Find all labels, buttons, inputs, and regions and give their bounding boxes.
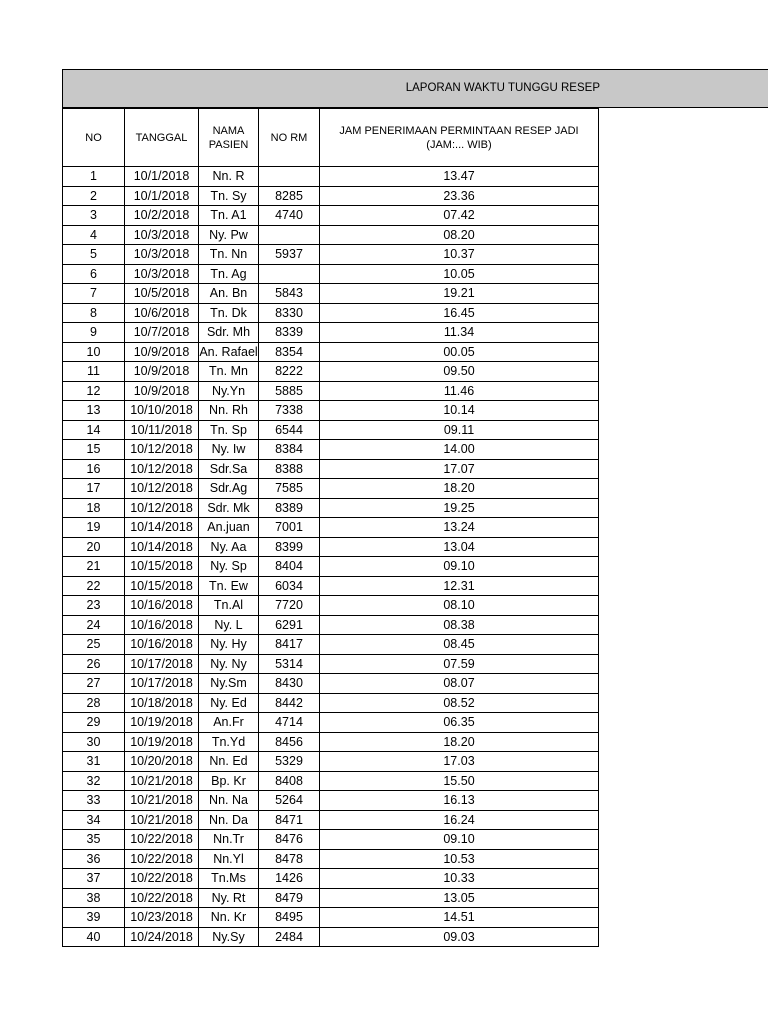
cell-no: 32	[63, 771, 125, 791]
cell-tanggal: 10/9/2018	[125, 342, 199, 362]
table-row	[63, 537, 599, 557]
cell-nama: Tn. Sy	[199, 186, 259, 206]
table-row	[63, 206, 599, 226]
cell-nama: Tn. Ew	[199, 576, 259, 596]
cell-norm: 6544	[259, 420, 320, 440]
cell-tanggal: 10/1/2018	[125, 167, 199, 187]
header-no-rm	[259, 109, 320, 167]
cell-nama: Nn. Rh	[199, 401, 259, 421]
cell-norm: 5264	[259, 791, 320, 811]
cell-norm: 4740	[259, 206, 320, 226]
cell-no: 22	[63, 576, 125, 596]
cell-no: 27	[63, 674, 125, 694]
cell-tanggal: 10/12/2018	[125, 440, 199, 460]
cell-no: 7	[63, 284, 125, 304]
cell-jam: 23.36	[320, 186, 599, 206]
cell-tanggal: 10/14/2018	[125, 518, 199, 538]
cell-jam: 08.20	[320, 225, 599, 245]
cell-nama: Sdr.Ag	[199, 479, 259, 499]
cell-no: 23	[63, 596, 125, 616]
cell-nama: Nn. Na	[199, 791, 259, 811]
cell-nama: Nn. R	[199, 167, 259, 187]
cell-tanggal: 10/22/2018	[125, 869, 199, 889]
table-row	[63, 401, 599, 421]
table-row	[63, 849, 599, 869]
cell-nama: Tn. Ag	[199, 264, 259, 284]
cell-jam: 18.20	[320, 732, 599, 752]
cell-norm: 8495	[259, 908, 320, 928]
header-nama-line2: PASIEN	[208, 138, 249, 151]
cell-norm: 8285	[259, 186, 320, 206]
cell-jam: 09.10	[320, 830, 599, 850]
cell-nama: Nn.Yl	[199, 849, 259, 869]
cell-tanggal: 10/21/2018	[125, 771, 199, 791]
cell-tanggal: 10/9/2018	[125, 381, 199, 401]
cell-jam: 15.50	[320, 771, 599, 791]
cell-nama: An.juan	[199, 518, 259, 538]
cell-jam: 13.05	[320, 888, 599, 908]
table-row	[63, 420, 599, 440]
cell-no: 8	[63, 303, 125, 323]
cell-no: 12	[63, 381, 125, 401]
cell-jam: 07.59	[320, 654, 599, 674]
cell-nama: An.Fr	[199, 713, 259, 733]
table-row	[63, 752, 599, 772]
table-row	[63, 381, 599, 401]
cell-no: 34	[63, 810, 125, 830]
cell-no: 39	[63, 908, 125, 928]
table-row	[63, 284, 599, 304]
cell-jam: 10.33	[320, 869, 599, 889]
cell-nama: Ny. Pw	[199, 225, 259, 245]
cell-tanggal: 10/2/2018	[125, 206, 199, 226]
cell-jam: 08.45	[320, 635, 599, 655]
cell-jam: 18.20	[320, 479, 599, 499]
cell-jam: 11.34	[320, 323, 599, 343]
cell-nama: Sdr.Sa	[199, 459, 259, 479]
cell-jam: 16.24	[320, 810, 599, 830]
cell-jam: 17.07	[320, 459, 599, 479]
cell-nama: Ny. Aa	[199, 537, 259, 557]
cell-jam: 08.10	[320, 596, 599, 616]
cell-jam: 09.10	[320, 557, 599, 577]
cell-no: 21	[63, 557, 125, 577]
cell-no: 20	[63, 537, 125, 557]
cell-no: 14	[63, 420, 125, 440]
cell-tanggal: 10/22/2018	[125, 888, 199, 908]
cell-tanggal: 10/24/2018	[125, 927, 199, 947]
cell-no: 29	[63, 713, 125, 733]
table-row	[63, 615, 599, 635]
cell-jam: 17.03	[320, 752, 599, 772]
cell-no: 18	[63, 498, 125, 518]
cell-tanggal: 10/12/2018	[125, 459, 199, 479]
cell-nama: Tn. A1	[199, 206, 259, 226]
cell-nama: Tn. Dk	[199, 303, 259, 323]
cell-no: 35	[63, 830, 125, 850]
table-row	[63, 440, 599, 460]
cell-nama: Nn. Da	[199, 810, 259, 830]
cell-no: 6	[63, 264, 125, 284]
table-row	[63, 713, 599, 733]
cell-tanggal: 10/6/2018	[125, 303, 199, 323]
table-row	[63, 576, 599, 596]
cell-jam: 13.04	[320, 537, 599, 557]
cell-tanggal: 10/3/2018	[125, 245, 199, 265]
cell-norm: 8456	[259, 732, 320, 752]
cell-no: 37	[63, 869, 125, 889]
cell-norm	[259, 167, 320, 187]
table-row	[63, 674, 599, 694]
cell-tanggal: 10/22/2018	[125, 830, 199, 850]
cell-tanggal: 10/18/2018	[125, 693, 199, 713]
cell-no: 11	[63, 362, 125, 382]
cell-norm: 4714	[259, 713, 320, 733]
cell-norm: 5329	[259, 752, 320, 772]
header-nama-pasien	[199, 109, 259, 167]
cell-tanggal: 10/21/2018	[125, 791, 199, 811]
cell-no: 3	[63, 206, 125, 226]
cell-norm: 5937	[259, 245, 320, 265]
cell-nama: Ny.Yn	[199, 381, 259, 401]
cell-tanggal: 10/12/2018	[125, 479, 199, 499]
cell-norm: 1426	[259, 869, 320, 889]
cell-no: 31	[63, 752, 125, 772]
cell-jam: 10.37	[320, 245, 599, 265]
report-table	[62, 108, 599, 947]
header-no-label: NO	[85, 131, 102, 144]
cell-norm: 8399	[259, 537, 320, 557]
header-tanggal-label: TANGGAL	[135, 131, 188, 144]
cell-tanggal: 10/19/2018	[125, 732, 199, 752]
cell-norm: 8222	[259, 362, 320, 382]
cell-norm: 7001	[259, 518, 320, 538]
table-row	[63, 869, 599, 889]
header-row	[63, 109, 599, 167]
cell-norm: 8417	[259, 635, 320, 655]
cell-jam: 16.45	[320, 303, 599, 323]
cell-nama: Ny. L	[199, 615, 259, 635]
cell-no: 10	[63, 342, 125, 362]
cell-tanggal: 10/9/2018	[125, 362, 199, 382]
table-row	[63, 323, 599, 343]
cell-tanggal: 10/16/2018	[125, 596, 199, 616]
cell-tanggal: 10/22/2018	[125, 849, 199, 869]
table-row	[63, 771, 599, 791]
table-row	[63, 888, 599, 908]
cell-norm: 8404	[259, 557, 320, 577]
cell-norm: 8339	[259, 323, 320, 343]
cell-tanggal: 10/10/2018	[125, 401, 199, 421]
table-row	[63, 479, 599, 499]
table-row	[63, 635, 599, 655]
header-jam-penerimaan	[320, 109, 599, 167]
cell-tanggal: 10/17/2018	[125, 654, 199, 674]
cell-nama: Tn. Mn	[199, 362, 259, 382]
cell-nama: Ny.Sy	[199, 927, 259, 947]
cell-jam: 08.07	[320, 674, 599, 694]
cell-norm	[259, 264, 320, 284]
cell-norm: 8478	[259, 849, 320, 869]
header-jam-line2: (JAM:... WIB)	[426, 138, 492, 151]
cell-nama: Ny. Iw	[199, 440, 259, 460]
table-row	[63, 830, 599, 850]
cell-norm: 8476	[259, 830, 320, 850]
cell-no: 2	[63, 186, 125, 206]
cell-no: 15	[63, 440, 125, 460]
cell-nama: An. Bn	[199, 284, 259, 304]
cell-jam: 12.31	[320, 576, 599, 596]
cell-nama: Tn.Ms	[199, 869, 259, 889]
cell-norm: 8442	[259, 693, 320, 713]
header-jam-line1: JAM PENERIMAAN PERMINTAAN RESEP JADI	[339, 124, 579, 137]
cell-jam: 09.50	[320, 362, 599, 382]
cell-no: 17	[63, 479, 125, 499]
cell-no: 33	[63, 791, 125, 811]
table-row	[63, 557, 599, 577]
header-nama-line1: NAMA	[212, 124, 245, 137]
cell-jam: 10.53	[320, 849, 599, 869]
cell-no: 5	[63, 245, 125, 265]
cell-jam: 14.51	[320, 908, 599, 928]
table-row	[63, 732, 599, 752]
cell-norm: 5885	[259, 381, 320, 401]
cell-no: 24	[63, 615, 125, 635]
cell-norm: 8384	[259, 440, 320, 460]
cell-no: 9	[63, 323, 125, 343]
table-row	[63, 596, 599, 616]
cell-nama: Nn. Kr	[199, 908, 259, 928]
cell-nama: Nn. Ed	[199, 752, 259, 772]
cell-norm: 8479	[259, 888, 320, 908]
cell-tanggal: 10/15/2018	[125, 576, 199, 596]
cell-tanggal: 10/7/2018	[125, 323, 199, 343]
header-norm-label: NO RM	[270, 131, 308, 144]
cell-nama: Ny. Ed	[199, 693, 259, 713]
table-row	[63, 264, 599, 284]
cell-jam: 07.42	[320, 206, 599, 226]
cell-no: 4	[63, 225, 125, 245]
cell-nama: Ny. Hy	[199, 635, 259, 655]
cell-norm: 8388	[259, 459, 320, 479]
table-row	[63, 518, 599, 538]
cell-no: 25	[63, 635, 125, 655]
cell-no: 26	[63, 654, 125, 674]
table-row	[63, 693, 599, 713]
cell-jam: 16.13	[320, 791, 599, 811]
cell-tanggal: 10/17/2018	[125, 674, 199, 694]
cell-norm: 6034	[259, 576, 320, 596]
cell-norm: 7720	[259, 596, 320, 616]
report-title: LAPORAN WAKTU TUNGGU RESEP	[405, 82, 600, 94]
cell-nama: Tn. Sp	[199, 420, 259, 440]
table-row	[63, 810, 599, 830]
cell-no: 16	[63, 459, 125, 479]
cell-jam: 10.14	[320, 401, 599, 421]
cell-norm: 8471	[259, 810, 320, 830]
cell-jam: 10.05	[320, 264, 599, 284]
cell-jam: 09.03	[320, 927, 599, 947]
cell-norm: 8354	[259, 342, 320, 362]
table-row	[63, 498, 599, 518]
cell-tanggal: 10/5/2018	[125, 284, 199, 304]
cell-norm: 8430	[259, 674, 320, 694]
cell-nama: Tn.Yd	[199, 732, 259, 752]
cell-nama: Nn.Tr	[199, 830, 259, 850]
table-row	[63, 362, 599, 382]
cell-nama: Tn.Al	[199, 596, 259, 616]
cell-norm: 5314	[259, 654, 320, 674]
cell-jam: 11.46	[320, 381, 599, 401]
cell-tanggal: 10/3/2018	[125, 264, 199, 284]
cell-tanggal: 10/20/2018	[125, 752, 199, 772]
cell-norm: 7585	[259, 479, 320, 499]
cell-no: 13	[63, 401, 125, 421]
cell-norm: 2484	[259, 927, 320, 947]
cell-no: 1	[63, 167, 125, 187]
cell-jam: 13.47	[320, 167, 599, 187]
cell-norm: 5843	[259, 284, 320, 304]
cell-norm: 7338	[259, 401, 320, 421]
report-body	[63, 167, 599, 947]
cell-jam: 09.11	[320, 420, 599, 440]
cell-tanggal: 10/23/2018	[125, 908, 199, 928]
cell-no: 30	[63, 732, 125, 752]
table-row	[63, 303, 599, 323]
cell-no: 19	[63, 518, 125, 538]
cell-tanggal: 10/11/2018	[125, 420, 199, 440]
cell-no: 36	[63, 849, 125, 869]
cell-tanggal: 10/16/2018	[125, 635, 199, 655]
table-row	[63, 342, 599, 362]
cell-norm: 8408	[259, 771, 320, 791]
cell-tanggal: 10/14/2018	[125, 537, 199, 557]
cell-no: 40	[63, 927, 125, 947]
cell-nama: Sdr. Mh	[199, 323, 259, 343]
cell-tanggal: 10/16/2018	[125, 615, 199, 635]
cell-jam: 08.52	[320, 693, 599, 713]
cell-nama: Ny. Rt	[199, 888, 259, 908]
report-title-bar	[62, 69, 768, 108]
cell-jam: 08.38	[320, 615, 599, 635]
cell-jam: 13.24	[320, 518, 599, 538]
cell-jam: 19.21	[320, 284, 599, 304]
cell-no: 28	[63, 693, 125, 713]
cell-jam: 00.05	[320, 342, 599, 362]
cell-tanggal: 10/3/2018	[125, 225, 199, 245]
cell-tanggal: 10/21/2018	[125, 810, 199, 830]
cell-nama: Bp. Kr	[199, 771, 259, 791]
cell-norm: 8389	[259, 498, 320, 518]
cell-nama: Ny.Sm	[199, 674, 259, 694]
table-row	[63, 791, 599, 811]
header-tanggal	[125, 109, 199, 167]
cell-norm: 8330	[259, 303, 320, 323]
table-row	[63, 459, 599, 479]
cell-jam: 19.25	[320, 498, 599, 518]
header-no	[63, 109, 125, 167]
cell-nama: Ny. Ny	[199, 654, 259, 674]
table-row	[63, 225, 599, 245]
table-row	[63, 167, 599, 187]
cell-nama: An. Rafael	[199, 342, 259, 362]
table-row	[63, 927, 599, 947]
table-row	[63, 654, 599, 674]
cell-nama: Ny. Sp	[199, 557, 259, 577]
cell-tanggal: 10/19/2018	[125, 713, 199, 733]
cell-nama: Tn. Nn	[199, 245, 259, 265]
cell-tanggal: 10/12/2018	[125, 498, 199, 518]
cell-jam: 14.00	[320, 440, 599, 460]
table-row	[63, 908, 599, 928]
cell-nama: Sdr. Mk	[199, 498, 259, 518]
cell-jam: 06.35	[320, 713, 599, 733]
cell-norm: 6291	[259, 615, 320, 635]
cell-tanggal: 10/1/2018	[125, 186, 199, 206]
cell-no: 38	[63, 888, 125, 908]
cell-tanggal: 10/15/2018	[125, 557, 199, 577]
table-row	[63, 186, 599, 206]
cell-norm	[259, 225, 320, 245]
table-row	[63, 245, 599, 265]
